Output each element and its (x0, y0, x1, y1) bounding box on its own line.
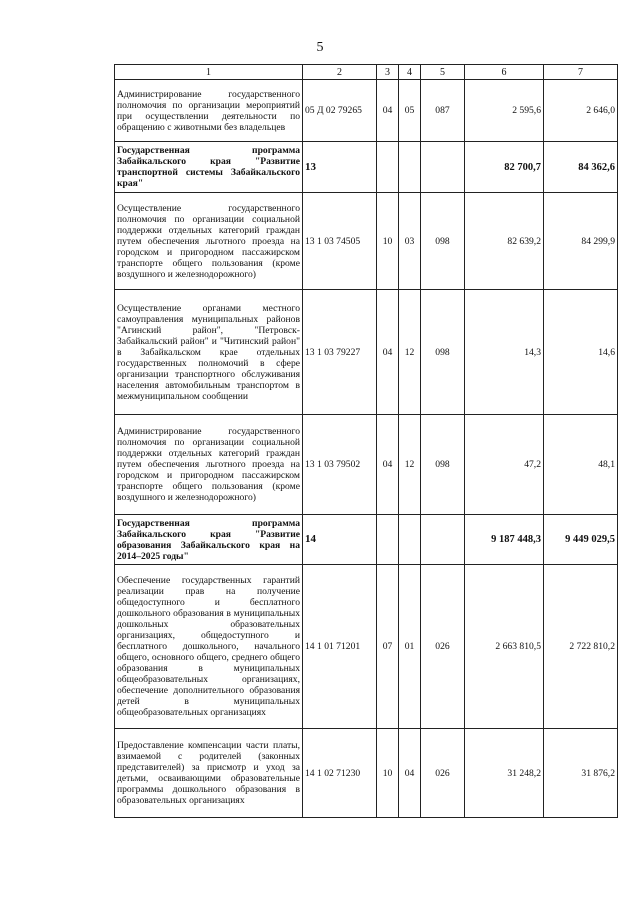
header-col-7: 7 (544, 65, 618, 80)
row-section: 04 (377, 290, 399, 415)
row-code: 14 1 01 71201 (303, 565, 377, 729)
row-subsection (399, 515, 421, 565)
row-sum-year-1: 47,2 (465, 415, 544, 515)
row-name: Государственная программа Забайкальского края "Развитие образования Забайкальского края на 2014–2025 годы" (115, 515, 303, 565)
header-col-2: 2 (303, 65, 377, 80)
table-row (115, 415, 618, 515)
row-sum-year-2: 2 646,0 (544, 80, 618, 142)
row-subsection: 12 (399, 290, 421, 415)
table-header-row (115, 65, 618, 80)
row-subsection: 01 (399, 565, 421, 729)
row-sum-year-1: 14,3 (465, 290, 544, 415)
row-sum-year-2: 2 722 810,2 (544, 565, 618, 729)
row-code: 14 (303, 515, 377, 565)
row-subsection: 03 (399, 193, 421, 290)
row-sum-year-1: 82 700,7 (465, 142, 544, 193)
table-row-program (115, 142, 618, 193)
row-sum-year-2: 31 876,2 (544, 729, 618, 818)
table-row-program (115, 515, 618, 565)
row-code: 05 Д 02 79265 (303, 80, 377, 142)
row-name: Государственная программа Забайкальского края "Развитие транспортной системы Забайкальского края" (115, 142, 303, 193)
header-col-1: 1 (115, 65, 303, 80)
header-col-6: 6 (465, 65, 544, 80)
row-sum-year-2: 9 449 029,5 (544, 515, 618, 565)
row-sum-year-1: 9 187 448,3 (465, 515, 544, 565)
row-expense-type: 087 (421, 80, 465, 142)
row-sum-year-1: 31 248,2 (465, 729, 544, 818)
row-code: 13 (303, 142, 377, 193)
row-subsection: 12 (399, 415, 421, 515)
row-expense-type: 026 (421, 729, 465, 818)
row-sum-year-2: 84 362,6 (544, 142, 618, 193)
row-code: 13 1 03 79502 (303, 415, 377, 515)
row-expense-type: 098 (421, 290, 465, 415)
row-code: 13 1 03 79227 (303, 290, 377, 415)
table-row (115, 193, 618, 290)
row-name: Обеспечение государственных гарантий реализации прав на получение общедоступного и бесплатного дошкольного образования в муниципальных дошкольных образовательных организациях, общедоступного и бесплатного дошкольного, начального общего, основного общего, среднего общего образования в муниципальных общеобразовательных организациях, обеспечение дополнительного образования детей в муниципальных общеобразовательных организациях (115, 565, 303, 729)
row-subsection (399, 142, 421, 193)
row-name: Предоставление компенсации части платы, взимаемой с родителей (законных представителей) за присмотр и уход за детьми, осваивающими образовательные программы дошкольного образования в образовательных организациях (115, 729, 303, 818)
table-row (115, 565, 618, 729)
row-name: Администрирование государственного полномочия по организации мероприятий при осуществлении деятельности по обращению с животными без владельцев (115, 80, 303, 142)
row-name: Осуществление государственного полномочия по организации социальной поддержки отдельных категорий граждан путем обеспечения льготного проезда на городском и пригородном пассажирском транспорте общего пользования (кроме воздушного и железнодорожного) (115, 193, 303, 290)
row-expense-type: 098 (421, 193, 465, 290)
row-expense-type: 026 (421, 565, 465, 729)
row-code: 14 1 02 71230 (303, 729, 377, 818)
row-sum-year-1: 82 639,2 (465, 193, 544, 290)
page-number: 5 (316, 40, 324, 55)
budget-table (114, 64, 618, 818)
row-subsection: 04 (399, 729, 421, 818)
table-row (115, 729, 618, 818)
row-expense-type (421, 142, 465, 193)
row-name: Осуществление органами местного самоуправления муниципальных районов "Агинский район", "Петровск-Забайкальский район" и "Читинский район" в Забайкальском крае отдельных государственных полномочий в сфере организации транспортного обслуживания населения автомобильным транспортом в межмуниципальном сообщении (115, 290, 303, 415)
table-row (115, 80, 618, 142)
row-section: 04 (377, 80, 399, 142)
row-expense-type (421, 515, 465, 565)
row-section (377, 515, 399, 565)
header-col-5: 5 (421, 65, 465, 80)
header-col-3: 3 (377, 65, 399, 80)
row-sum-year-2: 48,1 (544, 415, 618, 515)
row-section: 07 (377, 565, 399, 729)
row-sum-year-1: 2 663 810,5 (465, 565, 544, 729)
row-expense-type: 098 (421, 415, 465, 515)
row-sum-year-2: 14,6 (544, 290, 618, 415)
row-section (377, 142, 399, 193)
row-name: Администрирование государственного полномочия по организации социальной поддержки отдельных категорий граждан путем обеспечения льготного проезда на городском и пригородном пассажирском транспорте общего пользования (кроме воздушного и железнодорожного) (115, 415, 303, 515)
row-subsection: 05 (399, 80, 421, 142)
row-section: 04 (377, 415, 399, 515)
row-section: 10 (377, 729, 399, 818)
row-section: 10 (377, 193, 399, 290)
row-sum-year-2: 84 299,9 (544, 193, 618, 290)
header-col-4: 4 (399, 65, 421, 80)
row-sum-year-1: 2 595,6 (465, 80, 544, 142)
row-code: 13 1 03 74505 (303, 193, 377, 290)
table-row (115, 290, 618, 415)
